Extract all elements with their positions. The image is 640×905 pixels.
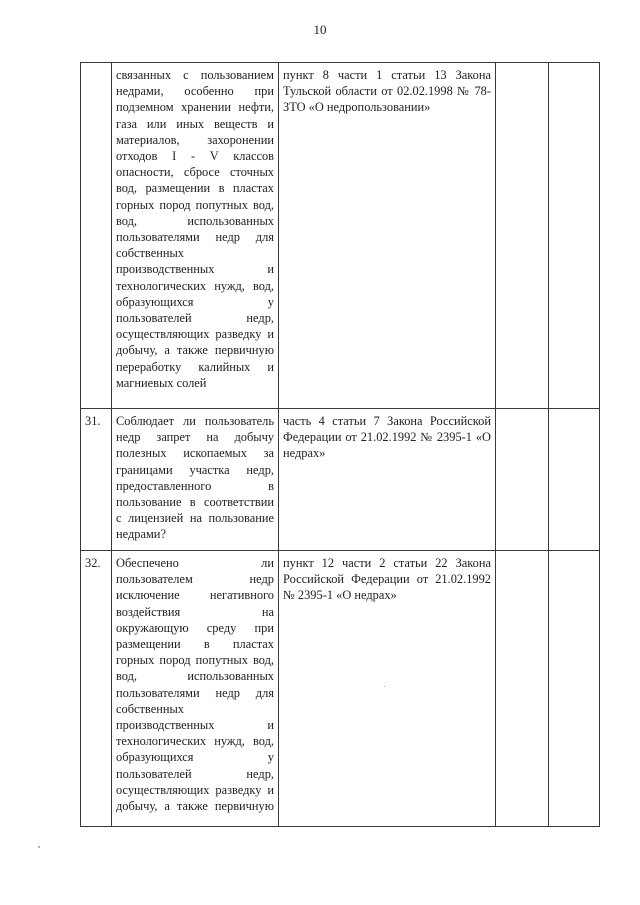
table-row bbox=[81, 551, 600, 827]
question-line: связанных с пользованием bbox=[116, 68, 274, 82]
question-line: предоставленного в bbox=[116, 478, 274, 493]
question-line: материалов, захоронении bbox=[116, 132, 274, 147]
empty-cell bbox=[549, 409, 600, 551]
empty-cell bbox=[496, 409, 549, 551]
question-line: пользователей недр, bbox=[116, 766, 274, 781]
question-line: опасности, сбросе сточных bbox=[116, 165, 274, 180]
question-line: технологических нужд, вод, bbox=[116, 278, 274, 293]
table-row bbox=[81, 409, 600, 551]
page-number: 10 bbox=[313, 22, 327, 37]
question-line: горных пород попутных вод, bbox=[116, 653, 274, 668]
empty-cell bbox=[496, 551, 549, 827]
question-line: образующихся у bbox=[116, 750, 274, 765]
table-row bbox=[81, 63, 600, 409]
question-line: вод, размещении в пластах bbox=[116, 181, 274, 196]
scan-speck bbox=[384, 686, 385, 687]
row-number: 32. bbox=[81, 551, 112, 827]
question-line: Обеспечено ли bbox=[116, 556, 274, 570]
question-cell bbox=[112, 551, 279, 827]
question-line: вод, использованных bbox=[116, 669, 274, 684]
question-line: окружающую среду при bbox=[116, 620, 274, 635]
question-line: полезных ископаемых за bbox=[116, 446, 274, 461]
question-line: газа или иных веществ и bbox=[116, 116, 274, 131]
question-line: Соблюдает ли пользователь bbox=[116, 414, 274, 428]
question-cell bbox=[112, 63, 279, 409]
question-line: с лицензией на пользование bbox=[116, 511, 274, 526]
question-line: образующихся у bbox=[116, 294, 274, 309]
checklist-table bbox=[80, 62, 600, 827]
question-line: пользование в соответствии bbox=[116, 495, 274, 510]
legal-basis-text: пункт 12 части 2 статьи 22 Закона Российской Федерации от 21.02.1992 № 2395-1 «О недрах» bbox=[283, 556, 491, 603]
question-line: технологических нужд, вод, bbox=[116, 734, 274, 749]
question-line: собственных bbox=[116, 701, 184, 716]
question-line: производственных и bbox=[116, 262, 274, 277]
row-number bbox=[81, 63, 112, 409]
empty-cell bbox=[549, 63, 600, 409]
question-line: размещении в пластах bbox=[116, 637, 274, 652]
question-line: горных пород попутных вод, bbox=[116, 197, 274, 212]
question-line: отходов I - V классов bbox=[116, 149, 274, 164]
question-line: добычу, а также первичную bbox=[116, 799, 274, 814]
legal-basis-cell bbox=[279, 409, 496, 551]
question-line: исключение негативного bbox=[116, 588, 274, 603]
legal-basis-text: часть 4 статьи 7 Закона Российской Федерации от 21.02.1992 № 2395-1 «О недрах» bbox=[283, 414, 491, 461]
question-line: границами участка недр, bbox=[116, 462, 274, 477]
question-line: пользователями недр для bbox=[116, 230, 274, 245]
question-line: переработку калийных и bbox=[116, 359, 274, 374]
question-line: добычу, а также первичную bbox=[116, 343, 274, 358]
question-line: пользователями недр для bbox=[116, 685, 274, 700]
question-line: осуществляющих разведку и bbox=[116, 782, 274, 797]
question-line: пользователем недр bbox=[116, 572, 274, 587]
question-line: воздействия на bbox=[116, 604, 274, 619]
scan-speck bbox=[38, 846, 40, 848]
question-cell bbox=[112, 409, 279, 551]
question-line: недрами? bbox=[116, 527, 166, 542]
question-line: недр запрет на добычу bbox=[116, 430, 274, 445]
question-line: недрами, особенно при bbox=[116, 84, 274, 99]
question-line: собственных bbox=[116, 246, 184, 261]
question-line: пользователей недр, bbox=[116, 311, 274, 326]
question-line: магниевых солей bbox=[116, 375, 207, 390]
question-line: производственных и bbox=[116, 718, 274, 733]
question-line: осуществляющих разведку и bbox=[116, 327, 274, 342]
empty-cell bbox=[496, 63, 549, 409]
question-line: подземном хранении нефти, bbox=[116, 100, 274, 115]
legal-basis-cell bbox=[279, 63, 496, 409]
row-number: 31. bbox=[81, 409, 112, 551]
question-line: вод, использованных bbox=[116, 213, 274, 228]
empty-cell bbox=[549, 551, 600, 827]
legal-basis-text: пункт 8 части 1 статьи 13 Закона Тульской области от 02.02.1998 № 78-ЗТО «О недропользовании» bbox=[283, 68, 491, 115]
legal-basis-cell bbox=[279, 551, 496, 827]
